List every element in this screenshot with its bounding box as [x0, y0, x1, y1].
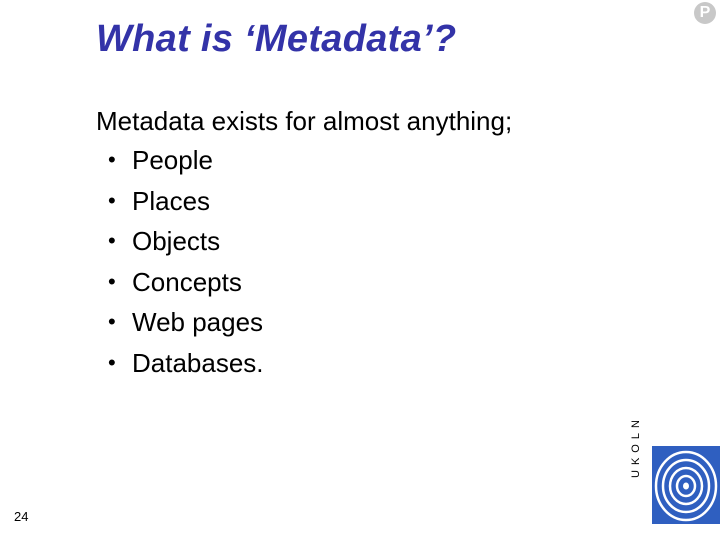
bullet-icon: • [108, 309, 116, 335]
logo-wordmark [630, 415, 650, 522]
bullet-label: Places [132, 185, 211, 216]
intro-text: Metadata exists for almost anything; [96, 106, 513, 136]
bullet-item [108, 185, 264, 226]
bullet-icon: • [108, 187, 116, 213]
bullet-item [108, 347, 264, 388]
bullet-label: Objects [132, 226, 221, 257]
bullet-icon: • [108, 228, 116, 254]
bullet-label: Databases. [132, 347, 264, 378]
bullet-item [108, 144, 264, 185]
logo-text: UKOLN [630, 415, 642, 478]
bullet-item [108, 266, 264, 307]
bullet-item [108, 306, 264, 347]
slide-title: What is ‘Metadata’? [96, 18, 457, 60]
corner-badge: P [694, 2, 716, 24]
page-number: 24 [14, 509, 29, 524]
ukoln-logo-icon [652, 446, 720, 524]
bullet-list [108, 144, 264, 388]
bullet-label: People [132, 145, 213, 175]
bullet-label: Concepts [132, 266, 242, 297]
bullet-icon: • [108, 349, 116, 375]
logo-svg [652, 446, 720, 524]
bullet-label: Web pages [132, 307, 264, 338]
bullet-item [108, 225, 264, 266]
bullet-icon: • [108, 147, 116, 172]
bullet-icon: • [108, 268, 116, 294]
